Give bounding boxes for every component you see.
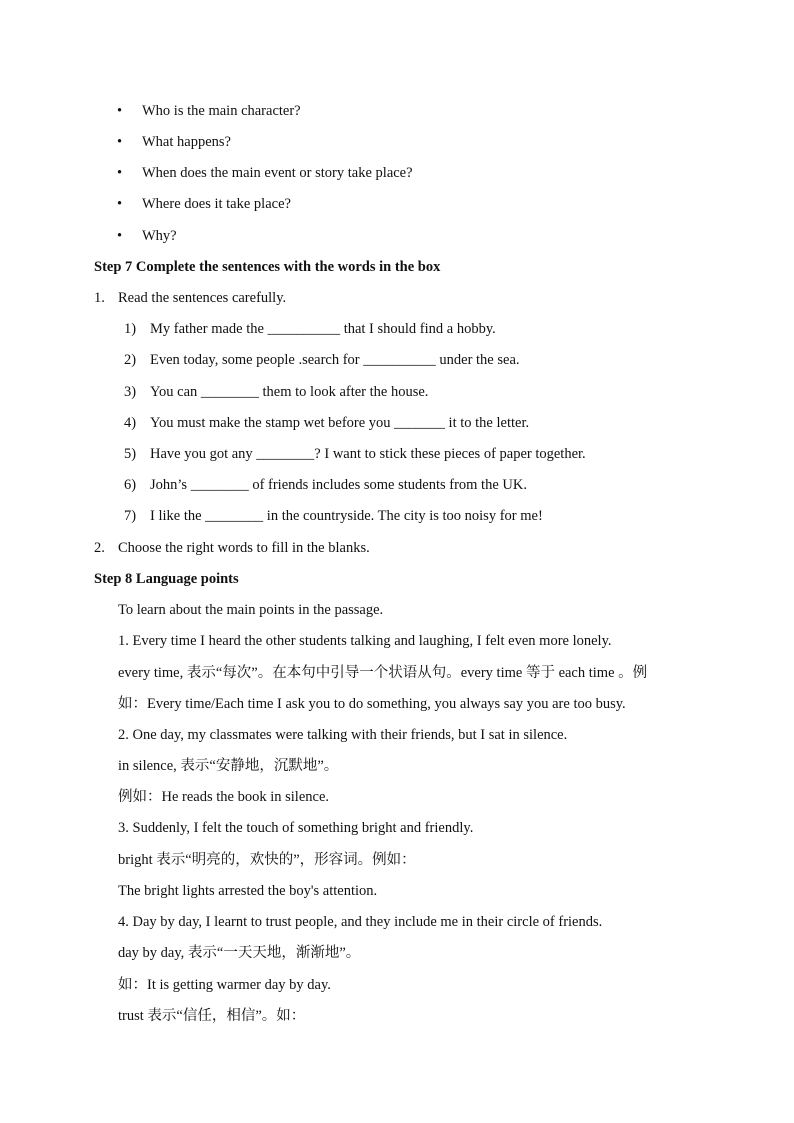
- fill-blank-sentence: You can ________ them to look after the house.: [150, 384, 429, 400]
- explanation-text: trust 表示“信任，相信”。如：: [118, 1008, 306, 1024]
- explanation-text: every time, 表示“每次”。在本句中引导一个状语从句。every time 等于 each time 。例: [118, 665, 648, 681]
- bullet-item: What happens?: [142, 134, 231, 150]
- bullet-dot: •: [117, 103, 123, 119]
- explanation-text: bright 表示“明亮的，欢快的”，形容词。例如：: [118, 852, 416, 868]
- instruction-text: Read the sentences carefully.: [118, 290, 287, 306]
- sentence-number: 1): [124, 321, 137, 337]
- body-text: To learn about the main points in the passage.: [118, 602, 384, 618]
- example-text: The bright lights arrested the boy's attention.: [118, 883, 378, 899]
- example-text: 如：Every time/Each time I ask you to do something, you always say you are too busy.: [118, 696, 626, 712]
- language-point: 4. Day by day, I learnt to trust people, and they include me in their circle of friends.: [118, 914, 603, 930]
- list-number: 2.: [94, 540, 105, 556]
- sentence-number: 3): [124, 384, 137, 400]
- sentence-number: 7): [124, 508, 137, 524]
- language-point: 1. Every time I heard the other students talking and laughing, I felt even more lonely.: [118, 633, 612, 649]
- fill-blank-sentence: I like the ________ in the countryside. The city is too noisy for me!: [150, 508, 543, 524]
- bullet-item: Where does it take place?: [142, 196, 291, 212]
- language-point: 3. Suddenly, I felt the touch of something bright and friendly.: [118, 820, 474, 836]
- bullet-item: When does the main event or story take place?: [142, 165, 413, 181]
- fill-blank-sentence: Have you got any ________? I want to stick these pieces of paper together.: [150, 446, 586, 462]
- sentence-number: 4): [124, 415, 137, 431]
- example-text: 例如：He reads the book in silence.: [118, 789, 330, 805]
- step8-heading: Step 8 Language points: [94, 571, 239, 587]
- step7-heading: Step 7 Complete the sentences with the words in the box: [94, 259, 441, 275]
- instruction-text: Choose the right words to fill in the blanks.: [118, 540, 370, 556]
- bullet-dot: •: [117, 134, 123, 150]
- sentence-number: 2): [124, 352, 137, 368]
- sentence-number: 6): [124, 477, 137, 493]
- bullet-dot: •: [117, 165, 123, 181]
- explanation-text: day by day, 表示“一天天地，渐渐地”。: [118, 945, 361, 961]
- fill-blank-sentence: My father made the __________ that I should find a hobby.: [150, 321, 496, 337]
- list-number: 1.: [94, 290, 105, 306]
- example-text: 如：It is getting warmer day by day.: [118, 977, 331, 993]
- bullet-dot: •: [117, 196, 123, 212]
- language-point: 2. One day, my classmates were talking with their friends, but I sat in silence.: [118, 727, 568, 743]
- fill-blank-sentence: You must make the stamp wet before you _______ it to the letter.: [150, 415, 530, 431]
- bullet-item: Why?: [142, 228, 177, 244]
- bullet-item: Who is the main character?: [142, 103, 301, 119]
- fill-blank-sentence: John’s ________ of friends includes some students from the UK.: [150, 477, 527, 493]
- explanation-text: in silence, 表示“安静地，沉默地”。: [118, 758, 339, 774]
- bullet-dot: •: [117, 228, 123, 244]
- sentence-number: 5): [124, 446, 137, 462]
- fill-blank-sentence: Even today, some people .search for __________ under the sea.: [150, 352, 520, 368]
